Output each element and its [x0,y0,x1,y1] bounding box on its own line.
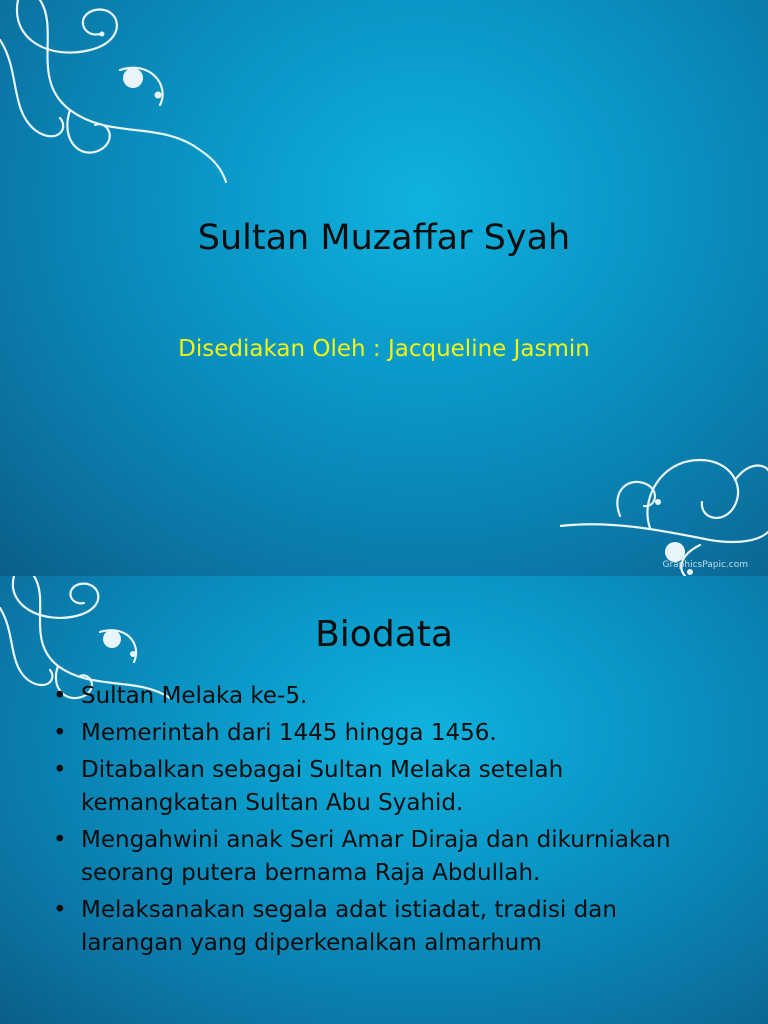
watermark-text: GraphicsPapic.com [662,560,748,570]
bullet-icon: • [53,827,67,853]
biodata-bullet-list [50,680,700,964]
bullet-text: Memerintah dari 1445 hingga 1456. [81,720,497,746]
list-item [50,680,700,713]
list-item [50,824,700,890]
swirl-ornament-top-left [0,0,240,200]
biodata-slide [0,576,768,1024]
list-item [50,754,700,820]
bullet-icon: • [53,683,67,709]
bullet-text: Sultan Melaka ke-5. [81,683,308,709]
bullet-icon: • [53,897,67,923]
list-item [50,894,700,960]
list-item [50,717,700,750]
bullet-icon: • [53,720,67,746]
slide-title: Sultan Muzaffar Syah [197,218,571,258]
bullet-icon: • [53,757,67,783]
bullet-text: Melaksanakan segala adat istiadat, tradisi dan larangan yang diperkenalkan almarhum [81,897,617,956]
presenter-subtitle: Disediakan Oleh : Jacqueline Jasmin [178,336,590,362]
swirl-ornament-bottom-right [560,440,768,576]
bullet-text: Mengahwini anak Seri Amar Diraja dan dikurniakan seorang putera bernama Raja Abdullah. [81,827,671,886]
bullet-text: Ditabalkan sebagai Sultan Melaka setelah kemangkatan Sultan Abu Syahid. [81,757,564,816]
slide-title: Biodata [315,614,453,655]
